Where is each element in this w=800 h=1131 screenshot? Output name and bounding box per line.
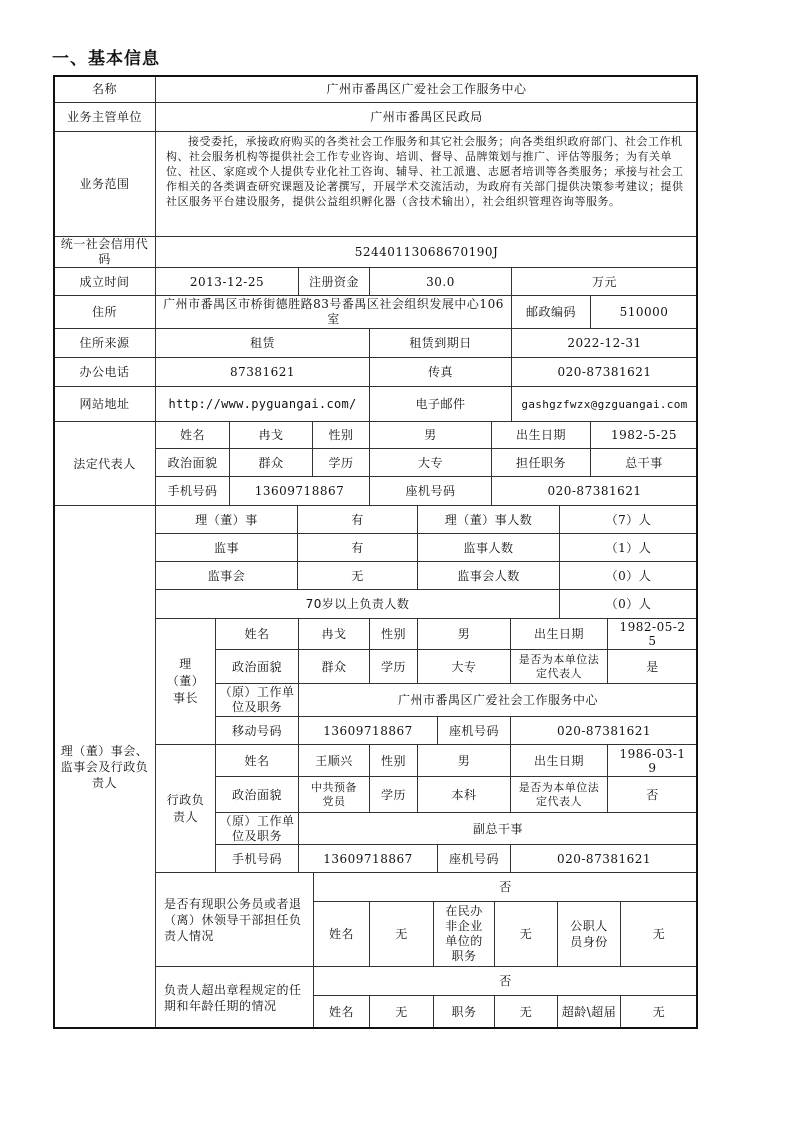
page-heading: 一、基本信息 xyxy=(52,49,160,69)
board-of-supervisors-label: 监事会 xyxy=(155,561,298,590)
chairman-birth-value: 1982-05-25 xyxy=(607,618,698,650)
legal-rep-mobile-value: 13609718867 xyxy=(229,476,370,506)
chairman-education-value: 大专 xyxy=(417,649,511,684)
supervisor-label: 业务主管单位 xyxy=(53,102,156,132)
officials-name-value: 无 xyxy=(369,901,434,967)
legal-rep-mobile-label: 手机号码 xyxy=(155,476,230,506)
officials-name-label: 姓名 xyxy=(313,901,370,967)
term-answer: 否 xyxy=(313,966,698,996)
term-post-value: 无 xyxy=(494,995,558,1029)
chairman-politics-value: 群众 xyxy=(298,649,370,684)
admin-mobile-value: 13609718867 xyxy=(298,844,438,873)
directors-value: 有 xyxy=(297,505,418,534)
legal-rep-landline-label: 座机号码 xyxy=(369,476,492,506)
chairman-education-label: 学历 xyxy=(369,649,418,684)
officials-answer: 否 xyxy=(313,872,698,902)
legal-rep-politics-label: 政治面貌 xyxy=(155,448,230,477)
office-phone-label: 办公电话 xyxy=(53,357,156,387)
officials-post-value: 无 xyxy=(494,901,558,967)
officials-label: 是否有现职公务员或者退（离）休领导干部担任负责人情况 xyxy=(155,872,314,967)
over70-value: （0）人 xyxy=(559,589,698,619)
officials-identity-value: 无 xyxy=(620,901,698,967)
chairman-mobile-value: 13609718867 xyxy=(298,716,438,745)
admin-is-legal-rep-value: 否 xyxy=(607,776,698,813)
postcode-value: 510000 xyxy=(590,295,698,329)
legal-rep-name-label: 姓名 xyxy=(155,421,230,449)
legal-rep-birth-value: 1982-5-25 xyxy=(590,421,698,449)
chairman-landline-label: 座机号码 xyxy=(437,716,511,745)
capital-unit: 万元 xyxy=(511,267,698,296)
admin-gender-label: 性别 xyxy=(369,744,418,777)
postcode-label: 邮政编码 xyxy=(511,295,591,329)
address-value: 广州市番禺区市桥街德胜路83号番禺区社会组织发展中心106室 xyxy=(155,295,512,329)
admin-head-label: 行政负责人 xyxy=(155,744,216,873)
legal-rep-gender-value: 男 xyxy=(369,421,492,449)
board-of-supervisors-value: 无 xyxy=(297,561,418,590)
chairman-politics-label: 政治面貌 xyxy=(215,649,299,684)
founded-label: 成立时间 xyxy=(53,267,156,296)
admin-is-legal-rep-label: 是否为本单位法定代表人 xyxy=(510,776,608,813)
admin-education-label: 学历 xyxy=(369,776,418,813)
chairman-name-value: 冉戈 xyxy=(298,618,370,650)
email-link[interactable]: gashgzfwzx@gzguangai.com xyxy=(511,386,698,422)
directors-count-value: （7）人 xyxy=(559,505,698,534)
chairman-gender-label: 性别 xyxy=(369,618,418,650)
legal-rep-birth-label: 出生日期 xyxy=(491,421,591,449)
legal-rep-politics-value: 群众 xyxy=(229,448,313,477)
credit-code-label: 统一社会信用代码 xyxy=(53,236,156,268)
chairman-is-legal-rep-value: 是 xyxy=(607,649,698,684)
legal-rep-education-value: 大专 xyxy=(369,448,492,477)
board-section-label: 理（董）事会、监事会及行政负责人 xyxy=(53,505,156,1029)
lease-end-label: 租赁到期日 xyxy=(369,328,512,358)
legal-rep-position-label: 担任职务 xyxy=(491,448,591,477)
admin-landline-label: 座机号码 xyxy=(437,844,511,873)
admin-landline-value: 020-87381621 xyxy=(510,844,698,873)
admin-politics-label: 政治面貌 xyxy=(215,776,299,813)
term-over-label: 超龄\超届 xyxy=(557,995,621,1029)
legal-rep-position-value: 总干事 xyxy=(590,448,698,477)
officials-identity-label: 公职人员身份 xyxy=(557,901,621,967)
board-of-supervisors-count-label: 监事会人数 xyxy=(417,561,560,590)
website-link[interactable]: http://www.pyguangai.com/ xyxy=(155,386,370,422)
admin-name-label: 姓名 xyxy=(215,744,299,777)
legal-rep-name-value: 冉戈 xyxy=(229,421,313,449)
admin-gender-value: 男 xyxy=(417,744,511,777)
chairman-gender-value: 男 xyxy=(417,618,511,650)
name-label: 名称 xyxy=(53,75,156,103)
legal-rep-landline-value: 020-87381621 xyxy=(491,476,698,506)
fax-label: 传真 xyxy=(369,357,512,387)
directors-count-label: 理（董）事人数 xyxy=(417,505,560,534)
address-source-value: 租赁 xyxy=(155,328,370,358)
admin-education-value: 本科 xyxy=(417,776,511,813)
address-source-label: 住所来源 xyxy=(53,328,156,358)
term-over-value: 无 xyxy=(620,995,698,1029)
admin-work-value: 副总干事 xyxy=(298,812,698,845)
chairman-birth-label: 出生日期 xyxy=(510,618,608,650)
chairman-name-label: 姓名 xyxy=(215,618,299,650)
supervisor-value: 有 xyxy=(297,533,418,562)
officials-post-label: 在民办非企业单位的职务 xyxy=(433,901,495,967)
supervisor-count-label: 监事人数 xyxy=(417,533,560,562)
credit-code-value: 52440113068670190J xyxy=(155,236,698,268)
supervisor-count-value: （1）人 xyxy=(559,533,698,562)
capital-label: 注册资金 xyxy=(298,267,370,296)
legal-rep-label: 法定代表人 xyxy=(53,421,156,506)
founded-value: 2013-12-25 xyxy=(155,267,299,296)
scope-label: 业务范围 xyxy=(53,131,156,237)
legal-rep-education-label: 学历 xyxy=(312,448,370,477)
chairman-landline-value: 020-87381621 xyxy=(510,716,698,745)
over70-label: 70岁以上负责人数 xyxy=(155,589,560,619)
admin-name-value: 王顺兴 xyxy=(298,744,370,777)
admin-politics-value: 中共预备党员 xyxy=(298,776,370,813)
office-phone-value: 87381621 xyxy=(155,357,370,387)
supervisor-label: 监事 xyxy=(155,533,298,562)
term-label: 负责人超出章程规定的任期和年龄任期的情况 xyxy=(155,966,314,1029)
admin-work-label: （原）工作单位及职务 xyxy=(215,812,299,845)
admin-birth-label: 出生日期 xyxy=(510,744,608,777)
directors-label: 理（董）事 xyxy=(155,505,298,534)
term-post-label: 职务 xyxy=(433,995,495,1029)
legal-rep-gender-label: 性别 xyxy=(312,421,370,449)
term-name-value: 无 xyxy=(369,995,434,1029)
website-label: 网站地址 xyxy=(53,386,156,422)
board-of-supervisors-count-value: （0）人 xyxy=(559,561,698,590)
chairman-work-label: （原）工作单位及职务 xyxy=(215,683,299,717)
supervisor-value: 广州市番禺区民政局 xyxy=(155,102,698,132)
scope-value: 接受委托，承接政府购买的各类社会工作服务和其它社会服务；向各类组织政府部门、社会工作机构、社会服务机构等提供社会工作专业咨询、培训、督导、品牌策划与推广、评估等服务；为有关单位、社区、家庭或个人提供专业化社工咨询、辅导、社工派遣、志愿者培训等各类服务；承接与社会工作相关的各类调查研究课题及论著撰写，开展学术交流活动，为政府有关部门提供决策参考建议；提供社区服务平台建设服务，提供公益组织孵化器（含技术输出），社会组织管理咨询等服务。 xyxy=(155,131,698,237)
admin-birth-value: 1986-03-19 xyxy=(607,744,698,777)
admin-mobile-label: 手机号码 xyxy=(215,844,299,873)
fax-value: 020-87381621 xyxy=(511,357,698,387)
chairman-mobile-label: 移动号码 xyxy=(215,716,299,745)
chairman-work-value: 广州市番禺区广爱社会工作服务中心 xyxy=(298,683,698,717)
name-value: 广州市番禺区广爱社会工作服务中心 xyxy=(155,75,698,103)
term-name-label: 姓名 xyxy=(313,995,370,1029)
lease-end-value: 2022-12-31 xyxy=(511,328,698,358)
chairman-is-legal-rep-label: 是否为本单位法定代表人 xyxy=(510,649,608,684)
address-label: 住所 xyxy=(53,295,156,329)
capital-value: 30.0 xyxy=(369,267,512,296)
email-label: 电子邮件 xyxy=(369,386,512,422)
chairman-label: 理（董）事长 xyxy=(155,618,216,745)
